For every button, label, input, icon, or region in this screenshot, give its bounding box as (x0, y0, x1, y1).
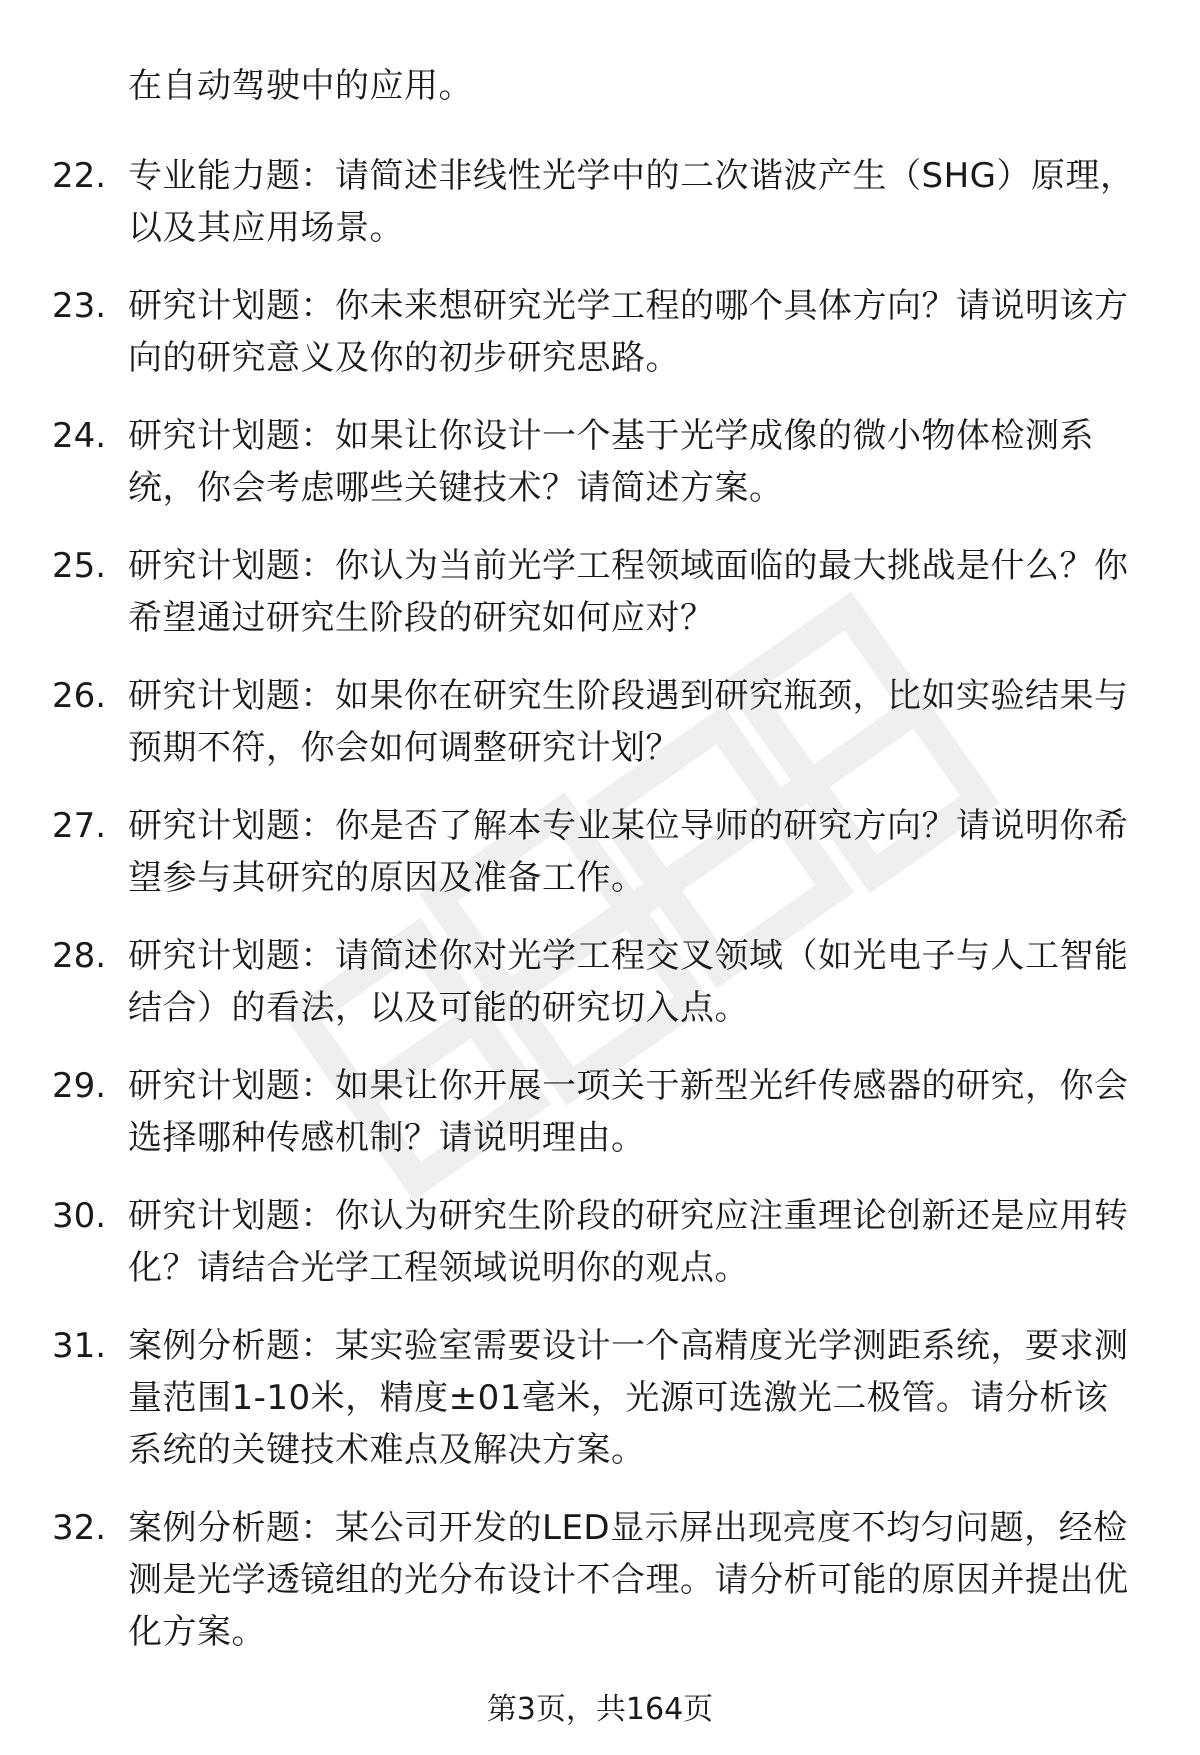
question-item (0, 930, 1200, 1034)
question-number: 22. (52, 156, 107, 196)
question-text: 专业能力题：请简述非线性光学中的二次谐波产生（SHG）原理，以及其应用场景。 (128, 156, 1135, 248)
question-text: 研究计划题：你是否了解本专业某位导师的研究方向？请说明你希望参与其研究的原因及准备工作。 (128, 806, 1129, 898)
question-item (0, 540, 1200, 644)
question-text: 案例分析题：某公司开发的LED显示屏出现亮度不均匀问题，经检测是光学透镜组的光分布设计不合理。请分析可能的原因并提出优化方案。 (128, 1508, 1129, 1652)
page-footer: 第3页，共164页 (486, 1692, 714, 1727)
question-item (0, 280, 1200, 384)
question-text: 案例分析题：某实验室需要设计一个高精度光学测距系统，要求测量范围1-10米，精度±01毫米，光源可选激光二极管。请分析该系统的关键技术难点及解决方案。 (128, 1326, 1129, 1470)
question-text: 研究计划题：你未来想研究光学工程的哪个具体方向？请说明该方向的研究意义及你的初步研究思路。 (128, 286, 1129, 378)
question-number: 32. (52, 1508, 107, 1548)
question-number: 23. (52, 286, 107, 326)
question-number: 24. (52, 416, 107, 456)
question-list (0, 150, 1200, 1684)
question-item (0, 800, 1200, 904)
question-item (0, 1320, 1200, 1476)
question-number: 27. (52, 806, 107, 846)
question-item (0, 1502, 1200, 1658)
question-number: 28. (52, 936, 107, 976)
question-item (0, 150, 1200, 254)
question-number: 31. (52, 1326, 107, 1366)
question-number: 29. (52, 1066, 107, 1106)
question-text: 研究计划题：如果你在研究生阶段遇到研究瓶颈，比如实验结果与预期不符，你会如何调整研究计划？ (128, 676, 1129, 768)
question-number: 26. (52, 676, 107, 716)
question-number: 25. (52, 546, 107, 586)
question-text: 研究计划题：你认为当前光学工程领域面临的最大挑战是什么？你希望通过研究生阶段的研究如何应对？ (128, 546, 1129, 638)
question-text: 研究计划题：你认为研究生阶段的研究应注重理论创新还是应用转化？请结合光学工程领域说明你的观点。 (128, 1196, 1129, 1288)
continuation-text: 在自动驾驶中的应用。 (128, 66, 473, 106)
question-item (0, 410, 1200, 514)
question-text: 研究计划题：如果让你开展一项关于新型光纤传感器的研究，你会选择哪种传感机制？请说明理由。 (128, 1066, 1129, 1158)
question-item (0, 1190, 1200, 1294)
question-item (0, 1060, 1200, 1164)
question-number: 30. (52, 1196, 107, 1236)
question-item (0, 670, 1200, 774)
question-text: 研究计划题：请简述你对光学工程交叉领域（如光电子与人工智能结合）的看法，以及可能的研究切入点。 (128, 936, 1129, 1028)
question-text: 研究计划题：如果让你设计一个基于光学成像的微小物体检测系统，你会考虑哪些关键技术？请简述方案。 (128, 416, 1094, 508)
